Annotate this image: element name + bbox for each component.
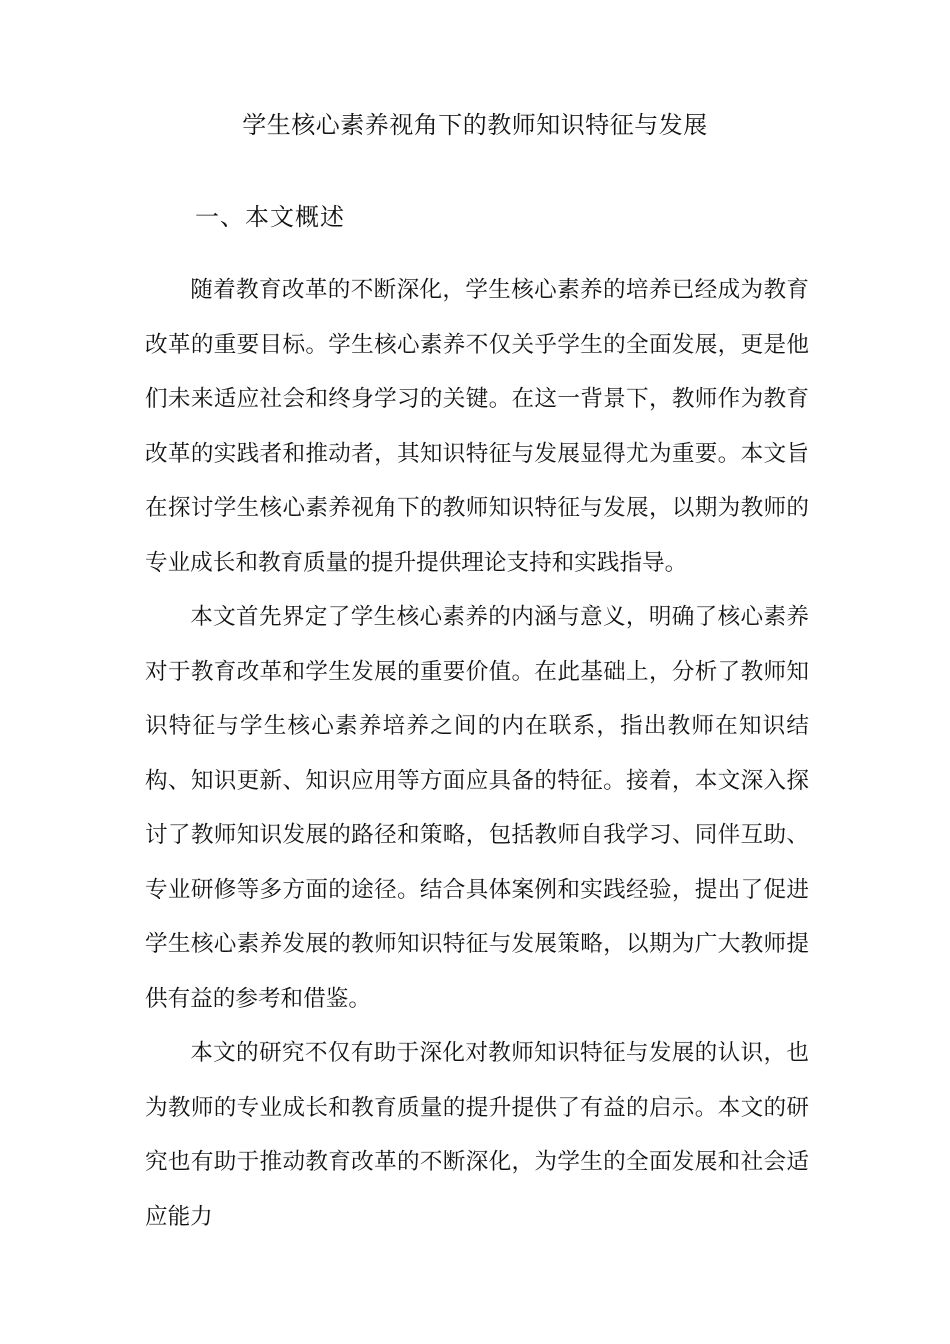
document-title: 学生核心素养视角下的教师知识特征与发展 bbox=[242, 111, 708, 139]
paragraph-1: 随着教育改革的不断深化，学生核心素养的培养已经成为教育改革的重要目标。学生核心素养不仅关乎学生的全面发展，更是他们未来适应社会和终身学习的关键。在这一背景下，教师作为教育改革的实践者和推动者，其知识特征与发展显得尤为重要。本文旨在探讨学生核心素养视角下的教师知识特征与发展，以期为教师的专业成长和教育质量的提升提供理论支持和实践指导。 bbox=[145, 277, 809, 576]
paragraph-2: 本文首先界定了学生核心素养的内涵与意义，明确了核心素养对于教育改革和学生发展的重要价值。在此基础上，分析了教师知识特征与学生核心素养培养之间的内在联系，指出教师在知识结构、知识更新、知识应用等方面应具备的特征。接着，本文深入探讨了教师知识发展的路径和策略，包括教师自我学习、同伴互助、专业研修等多方面的途径。结合具体案例和实践经验，提出了促进学生核心素养发展的教师知识特征与发展策略，以期为广大教师提供有益的参考和借鉴。 bbox=[145, 604, 809, 1012]
paragraph-3: 本文的研究不仅有助于深化对教师知识特征与发展的认识，也为教师的专业成长和教育质量的提升提供了有益的启示。本文的研究也有助于推动教育改革的不断深化，为学生的全面发展和社会适应能力 bbox=[145, 1040, 809, 1230]
section-heading: 一、本文概述 bbox=[195, 203, 345, 231]
body-text bbox=[145, 263, 809, 1244]
